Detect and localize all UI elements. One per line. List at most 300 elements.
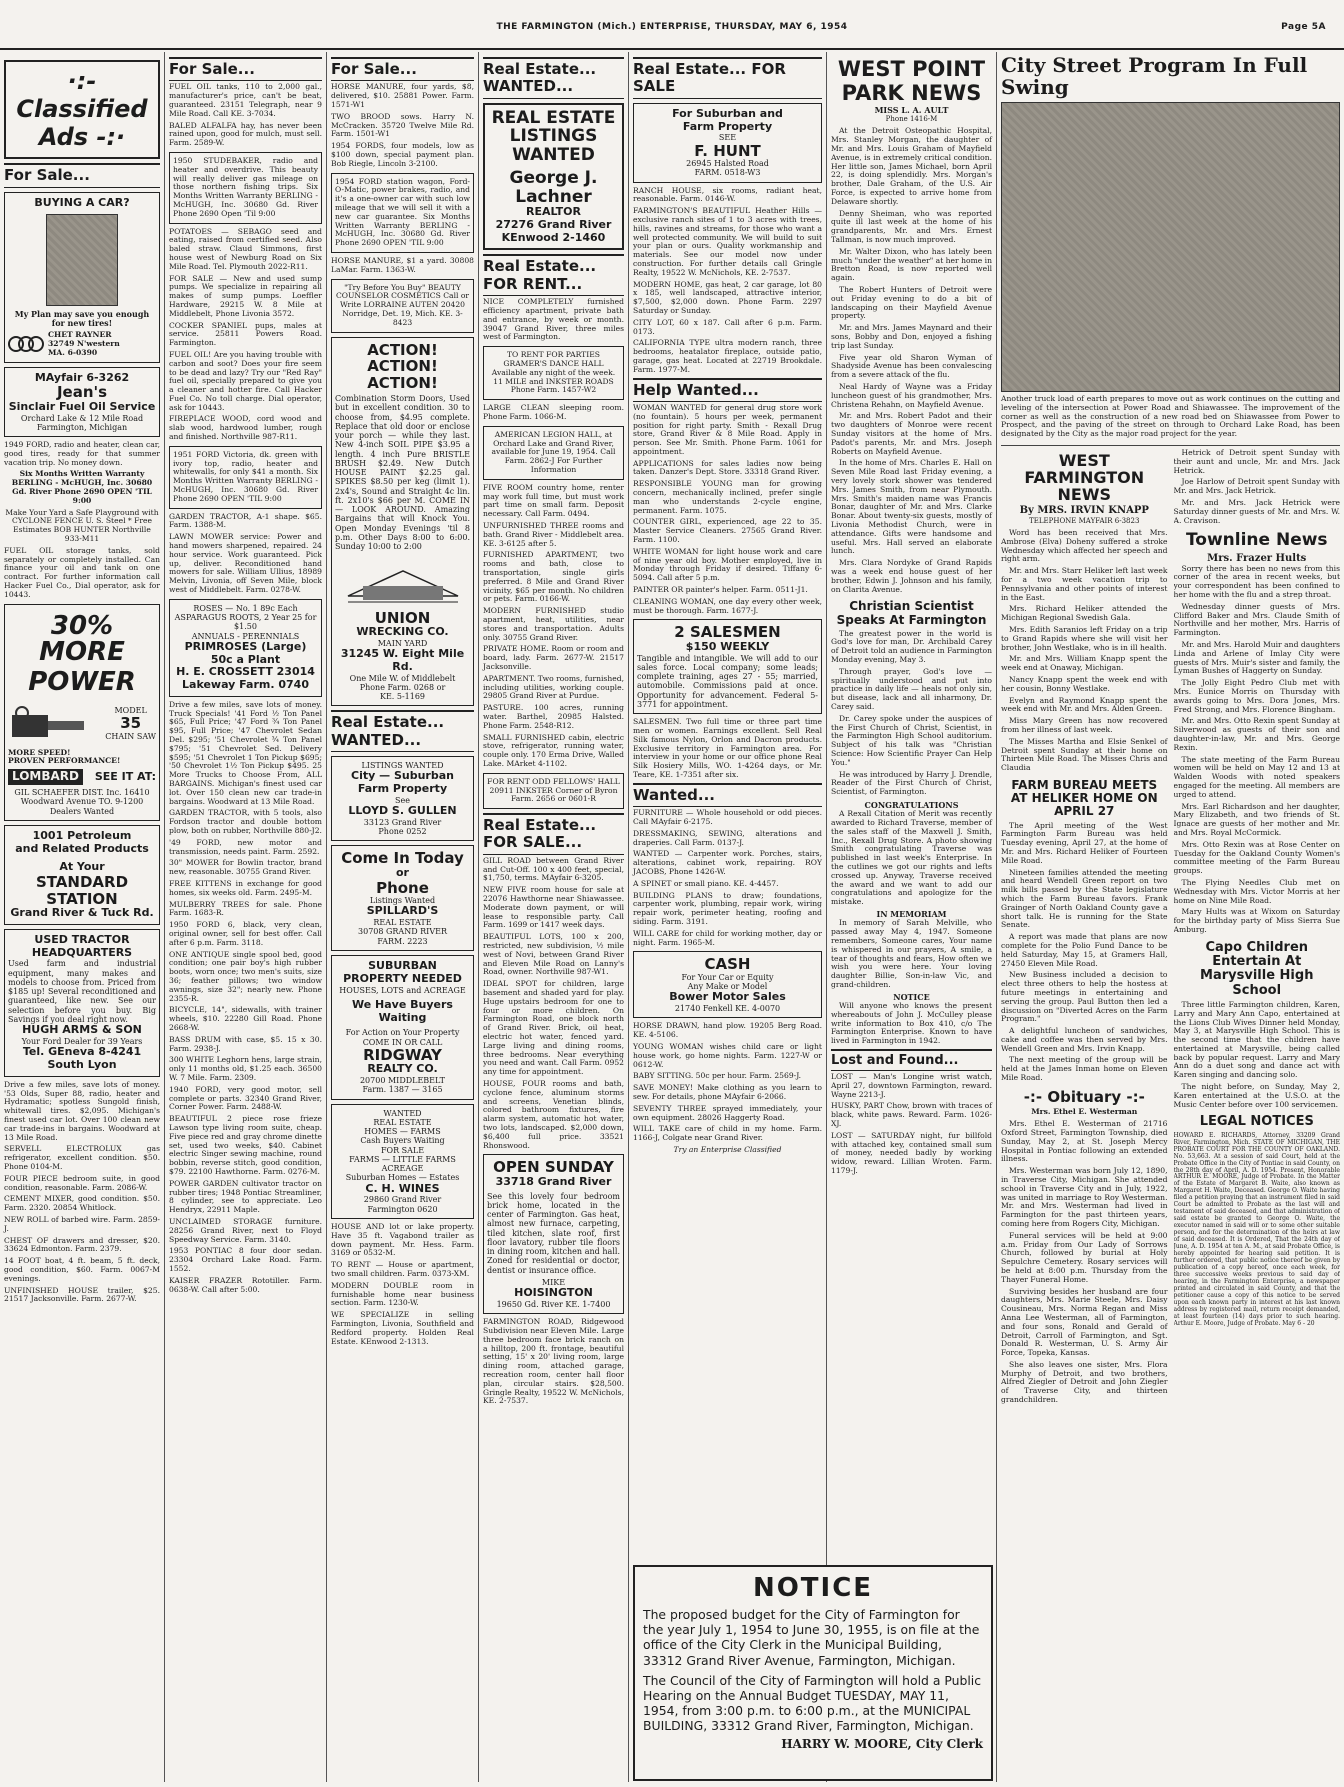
townline-byline: Mrs. Frazer Hults [1207,553,1307,565]
spillard-line-8: FARM. 2223 [377,936,428,946]
page-number: Page 5A [1281,22,1326,32]
classified-ad: LARGE CLEAN sleeping room. Phone Farm. 1066-M. [483,403,624,422]
classified-ad: PASTURE. 100 acres, running water. Barthel, 20985 Halsted. Phone Farm. 2548-R12. [483,703,624,730]
hugh-name: HUGH ARMS & SON [22,1023,142,1037]
story-paragraph: The state meeting of the Farm Bureau women will be held on May 12 and 13 at Walden Woods with noted speakers engaged for the meeting. All members are urged to attend. [1173,754,1340,799]
section-real-estate-sale: Real Estate... FOR SALE... [483,813,624,855]
hunt-line-4: F. HUNT [694,141,761,160]
classified-ad: LAWN MOWER service: Power and hand mowers sharpened, repaired. 24 hour service. Work guaranteed. Pick up, deliver. Reconditioned hand mowers for sale. William Ullius, 18989 Melvin, Livonia, off Seven Mile, block west of Middlebelt. Farm. 0278-W. [169,532,322,595]
union-main-yard: MAIN YARD [377,638,428,648]
open-sunday-address: 33718 Grand River [495,1174,612,1188]
cash-line-5: 21740 Fenkell KE. 4-0070 [674,1004,781,1014]
story-paragraph: Miss Mary Green has now recovered from her illness of last week. [1001,716,1168,735]
cash-line-2: For Your Car or Equity [681,972,774,982]
classified-ad: COUNTER GIRL, experienced, age 22 to 35. Master Service Cleaners. 27565 Grand River. Farm. 1100. [633,517,822,545]
budget-notice-signature: HARRY W. MOORE, City Clerk [781,1737,983,1752]
ad-buying-car-title: BUYING A CAR? [34,195,130,209]
jeans-service: Sinclair Fuel Oil Service [8,399,156,413]
classified-ad: CHEST OF drawers and dresser, $20. 33624 Edmonton. Farm. 2379. [4,1235,160,1254]
story-paragraph: Mrs. Ethel E. Westerman of 21716 Oxford Street, Farmington Township, died Sunday, May 2, at St. Joseph Mercy Hospital in Pontiac following an extended illness. [1001,1119,1168,1164]
congrats-head: CONGRATULATIONS [864,800,959,811]
classified-ad: APPLICATIONS for sales ladies now being taken. Danzer's Dept. Store. 33318 Grand River. [633,458,822,477]
spillard-line-1: Come In Today [341,849,464,868]
classified-ad: MODERN DOUBLE room in furnishable home near business section. Farm. 1230-W. [331,1280,474,1308]
classified-ad: NICE COMPLETELY furnished efficiency apartment, private bath and entrance, by week or month. 39047 Grand River, three miles west of Farmington. [483,297,624,342]
petroleum-line-6: Grand River & Tuck Rd. [10,906,154,920]
model-number: 35 [120,714,142,733]
ridgway-line-4: We Have Buyers [352,997,453,1011]
gullen-line-1: LISTINGS WANTED [361,761,444,771]
schaefer-address: GIL SCHAEFER DIST. Inc. 16410 Woodward Avenue TO. 9-1200 Dealers Wanted [14,788,150,816]
gullen-line-5: LLOYD S. GULLEN [348,804,457,818]
lombard-logo: LOMBARD [8,769,83,785]
classified-ad: CITY LOT, 60 x 187. Call after 6 p.m. Farm. 0173. [633,317,822,336]
wines-line-4: Cash Buyers Waiting [360,1136,445,1146]
classified-ad: PRIVATE HOME. Room or room and board, lady. Farm. 2677-W. 21517 Jacksonville. [483,644,624,671]
gullen-line-3: Farm Property [357,782,448,796]
spillard-line-3: Phone [376,878,429,897]
classified-ad: BABY SITTING. 50c per hour. Farm. 2569-J. [633,1071,802,1081]
ridgway-line-8: RIDGWAY [363,1045,442,1064]
memoriam-body: In memory of Sarah Melville, who passed away May 4, 1947. Someone remembers, Someone cares, Your name is whispered in our prayers, A smile, a tear of thoughts and fears, How often we wish you were here. Your loving daughter Billie, Son-in-law Vic, and grand-children. [831,918,992,989]
ridgway-line-10: 20700 MIDDLEBELT [359,1076,446,1086]
classified-ad: 300 WHITE Leghorn hens, large strain, only 11 months old, $1.25 each. 36500 W. 7 Mile. Farm. 2309. [169,1055,322,1082]
classified-ad: FUEL OIL tanks, 110 to 2,000 gal., manufacturer's price, can't be beat, guaranteed. 23151 Telegraph, near 9 Mile Road. Call KE. 3-7034. [169,82,322,118]
classified-ad: FOR SALE — New and used sump pumps. We specialize in repairing all makes of sump pumps. Loeffler Hardware, 29215 W. 8 Mile at Middlebelt, Phone Livonia 3572. [169,273,322,318]
story-paragraph: The Robert Hunters of Detroit were out Friday evening to do a bit of landscaping on their Mayfield Avenue property. [831,285,992,321]
gullen-line-4: See [395,795,410,805]
congrats-body: A Rexall Citation of Merit was recently awarded to Richard Traverse, member of the sales staff of the Maxwell J. Smith, Inc., Rexall Drug Store. A photo showing Smith congratulating Traverse was published in last week's Enterprise. In the cutlines we got our rights and lefts crossed up. Anyway, Traverse received the award and we want to add our congratulations and apologize for the mistake. [831,809,992,907]
section-lost-found: Lost and Found... [831,1049,992,1071]
petroleum-line-4: STANDARD [35,873,129,892]
story-paragraph: The night before, on Sunday, May 2, Karen entertained at the U.S.O. at the Music Center before over 100 servicemen. [1173,1082,1340,1109]
classified-ad: 1951 FORD Victoria, dk. green with ivory top, radio, heater and whitewalls, for only $41 a month. Six Months Written Warranty BERLING - McHUGH, Inc. 30680 Gd. River Phone 2690 OPEN 'TIL 9:00 [169,446,322,509]
story-paragraph: Funeral services will be held at 9:00 a.m. Friday from Our Lady of Sorrows Church, followed by burial at Holy Sepulchre Cemetery. Rosary services will be held at 8:00 p.m. Thursday from the Thayer Funeral Home. [1001,1230,1168,1284]
story-paragraph: Mrs. Earl Richardson and her daughter, Mary Elizabeth, and two friends of St. Ignace are guests of her mother and Mr. and Mrs. Royal McCormick. [1173,801,1340,837]
tractor-title-2: HEADQUARTERS [31,945,133,959]
street-construction-photo [1001,102,1340,392]
classified-ad: FOR RENT ODD FELLOWS' HALL 20911 INKSTER Corner of Byron Farm. 2656 or 0601-R [483,773,624,809]
salesmen-pay: $150 WEEKLY [685,639,770,653]
ad-union-wrecking [331,337,474,707]
classified-ad: Make Your Yard a Safe Playground with CYCLONE FENCE U. S. Steel * Free Estimates BOB HUNTER Northville 933-M11 [5,507,159,544]
legal-notices-headline: LEGAL NOTICES [1199,1114,1314,1130]
section-real-estate-rent: Real Estate... FOR RENT... [483,254,624,296]
column-news [997,52,1344,1782]
classified-ad: BASS DRUM with case, $5. 15 x 30. Farm. 2938-J. [169,1034,322,1053]
wf-title: WEST FARMINGTON NEWS [1024,450,1145,504]
classified-ad: WILL TAKE care of child in my home. Farm. 1166-J, Colgate near Grand River. [633,1124,822,1143]
chainsaw-label: CHAIN SAW [105,731,156,741]
dealer-address: 32749 N'western [48,338,120,348]
classified-ad: IDEAL SPOT for children, large basement and shaded yard for play. Huge upstairs bedroom for one to four or more children. On Farmington Road, one block north of Grand River. Brick, oil heat, electric hot water, fenced yard. Large living and dining rooms, three bedrooms. Near everything you need and want. Call Farm. 0952 any time for appointment. [483,979,624,1077]
classified-ad: FREE KITTENS in exchange for good homes, six weeks old. Farm. 2495-M. [169,879,322,897]
classified-ad: WILL CARE for child for working mother, day or night. Farm. 1965-M. [633,928,822,947]
wines-line-11: Farmington 0620 [367,1204,438,1214]
classified-ad: WOMAN WANTED for general drug store work (no fountain). 5 hours per week, permanent position for right party. Smith - Rexall Drug store, Grand River & 8 Mile Road. Apply in person. See Mr. Smith. Phone Farm. 1061 for appointment. [633,402,822,456]
classified-ad: AMERICAN LEGION HALL, at Orchard Lake and Grand River, available for June 19, 1954. Call Farm. 2862-J For Further Information [483,426,624,480]
ad-salesmen [633,619,822,714]
dealer-portrait-photo [46,214,118,306]
open-sunday-body: See this lovely four bedroom brick home, located in the center of Farmington. Gas heat, almost new furnace, carpeting, tiled kitchen, slate roof, first floor lavatory, rubber tile floors in dining room, kitchen and hall. Zoned for residential or doctor, dentist or insurance office. [487,1191,620,1275]
story-paragraph: The April meeting of the West Farmington Farm Bureau was held Tuesday evening, April 27, at the home of Mr. and Mrs. Richard Heliker of Fourteen Mile Road. [1001,820,1168,865]
story-paragraph: Mrs. Clara Nordyke of Grand Rapids was a week end house guest of her brother, Edwin J. Johnson and his family, on Clarita Avenue. [831,558,992,594]
street-photo-caption: Another truck load of earth prepares to move out as work continues on the cutting and leveling of the intersection at Power Road and Shiawassee. The improvement of the corner as well as the construction of a new road bed on Shiawassee from Power to Prospect, and the paving of the street on through to Orchard Lake Road, has been designated by the City as the major road project for the year. [1001,394,1340,439]
classified-ad: TWO BROOD sows. Harry N. McCracken. 35720 Twelve Mile Rd. Farm. 1501-W1 [331,111,474,139]
story-paragraph: Mr. and Mrs. James Maynard and their sons, Bobby and Don, enjoyed a fishing trip last Sunday. [831,323,992,350]
point-speed: MORE SPEED! [8,747,71,757]
cash-line-4: Bower Motor Sales [669,990,786,1004]
classified-ad: BALED ALFALFA hay, has never been rained upon, good for mulch, must sell. Farm. 2589-W. [169,120,322,148]
story-paragraph: Mrs. Otto Rexin was at Rose Center on Tuesday for the Oakland County Women's committee meeting of the Farm Bureau groups. [1173,839,1340,876]
story-paragraph: Mr. and Mrs. Jack Hetrick were Saturday dinner guests of Mr. and Mrs. W. A. Cravison. [1173,497,1340,525]
classified-ad: FURNISHED APARTMENT, two rooms and bath, close to transportation, single girls preferred. 8 Mile and Grand River vicinity, $65 per month. No children or pets. Farm. 0166-W. [483,550,624,604]
ad-spillards [331,845,474,951]
lumber-yard-illustration [343,556,463,606]
wines-line-2: REAL ESTATE [373,1117,432,1127]
story-paragraph: Mrs. Westerman was born July 12, 1890, in Traverse City, Michigan. She attended school in Traverse City and in July, 1922, was united in marriage to Roy Westerman. Mr. and Mrs. Westerman had lived in Farmington for the past thirteen years, coming here from Rogers City, Michigan. [1001,1166,1168,1228]
classified-ad: FOUR PIECE bedroom suite, in good condition, reasonable. Farm. 2086-W. [4,1173,160,1192]
petroleum-line-5: STATION [46,889,118,908]
hugh-city: South Lyon [47,1058,117,1072]
ad-open-sunday [483,1154,624,1314]
lachner-line-4: George J. [509,167,598,188]
classified-ad: RESPONSIBLE YOUNG man for growing concern, mechanically inclined, prefer single man who understands 2-cycle engine, permanent. Farm. 1075. [633,479,822,515]
ad-hunt [633,103,822,183]
wpp-byline: MISS L. A. AULT [874,105,949,116]
budget-notice-p1: The proposed budget for the City of Farmington for the year July 1, 1954 to June 30, 1955, is on file at the office of the City Clerk in the Municipal Building, 33312 Grand River Avenue, Farmington, Michigan. [643,1607,980,1668]
cash-title: CASH [704,955,751,974]
union-phone: Phone Farm. 0268 or [359,682,446,692]
dealer-phone: MA. 6-0390 [48,347,98,357]
spillard-line-7: 30708 GRAND RIVER [358,927,447,937]
classified-ad: GARDEN TRACTOR, A-1 shape. $65. Farm. 1388-M. [169,511,322,530]
spillard-line-5: SPILLARD'S [366,904,439,918]
classified-ad: FARMINGTON ROAD, Ridgewood Subdivision near Eleven Mile. Large three bedroom face brick ranch on a hilltop, 200 ft. frontage, beautiful setting, 15' x 20' living room, large dining room, attached garage, recreation room, center hall floor plan, circular stairs. $28,500. Gringle Realty, 19522 W. McNichols, KE. 2-7537. [483,1317,624,1406]
petroleum-line-3: At Your [59,860,105,874]
classified-ad: TO RENT FOR PARTIES GRAMER'S DANCE HALL Available any night of the week. 11 MILE and INKSTER ROADS Phone Farm. 1457-W2 [483,346,624,400]
ridgway-line-1: SUBURBAN [368,959,437,972]
mike-first: MIKE [541,1278,566,1288]
section-for-sale: For Sale... [169,57,322,81]
classified-ad: NEW ROLL of barbed wire. Farm. 2859-J. [4,1214,160,1233]
classified-ad: Six Months Written Warranty BERLING - McHUGH, Inc. 30680 Gd. River Phone 2690 OPEN 'TIL 9:00 [11,469,153,505]
masthead [0,22,1344,42]
classified-ad: 1950 STUDEBAKER, radio and heater and overdrive. This beauty will really deliver gas mileage on those northern fishing trips. Six Months Written Warranty BERLING - McHUGH, Inc. 30680 Gd. River Phone 2690 Open 'Til 9:00 [169,152,322,224]
gullen-line-6: 33123 Grand River [363,817,442,827]
lachner-line-7: 27276 Grand River [495,217,612,231]
story-paragraph: Hetrick of Detroit spent Sunday with their aunt and uncle, Mr. and Mrs. Jack Hetrick. [1173,448,1340,475]
story-paragraph: Surviving besides her husband are four daughters, Mrs. Marie Steele, Mrs. Daisy Cousineau, Mrs. Norma Regan and Miss Anna Lee Westerman, all of Farmington, and four sons, Ronald and Gerald of Detroit, Carroll of Farmington, and Sgt. Donald R. Westerman, U. S. Army Air Force, Topeka, Kansas. [1001,1286,1168,1358]
classified-ad: GARDEN TRACTOR, with 5 tools, also Fordson tractor and double bottom plow, both on rubber, Northville 880-J2. [169,808,322,836]
section-wanted: Wanted... [633,783,822,807]
classified-ad: FIVE ROOM country home, renter may work full time, but must work part time on small farm. Deposit necessary. Call Farm. 0494. [483,482,624,519]
classified-ad: '49 FORD, new motor and transmission, needs paint. Farm. 2592. [169,837,322,856]
annuals-line: ANNUALS - PERENNIALS [191,631,300,641]
section-real-estate-wanted: Real Estate... WANTED... [483,57,624,99]
classified-ad: "Try Before You Buy" BEAUTY COUNSELOR COSMETICS Call or Write LORRAINE AUTEN 20420 Norridge, Det. 19, Mich. KE. 3-8423 [331,279,474,333]
ad-crossett-nursery [169,599,322,697]
classified-ad: CLEANING WOMAN, one day every other week, must be thorough. Farm. 1677-J. [633,596,822,615]
story-paragraph: Three little Farmington children, Karen, Larry and Mary Ann Capo, entertained at the Lions Club Wives Dinner held Monday, May 3, at Marysville High School. This is the second time that the children have entertained at Marysville, being called back by popular request. Larry and Mary Ann do a duet song and dance act with Karen singing and dancing solo. [1173,999,1340,1080]
memoriam-head: IN MEMORIAM [876,909,947,920]
ad-bower-motor [633,951,822,1018]
wf-byline: By MRS. IRVIN KNAPP [1019,505,1149,517]
classified-ad: POTATOES — SEBAGO seed and eating, raised from certified seed. Also baled straw. Claud Simmons, first house west of Newburg Road on Six Mile Road. Tel. Plymouth 2022-R11. [169,226,322,271]
hunt-line-1: For Suburban and [672,106,783,120]
classified-ad: FUEL OIL storage tanks, sold separately or completely installed. Can finance your oil and tank on one contract. For further information call Hacker Fuel Co., Dial operator, ask for 10443. [4,545,160,599]
primroses-line: PRIMROSES (Large) 50c a Plant [184,639,307,666]
classified-ad: HORSE MANURE, $1 a yard. 30808 LaMar. Farm. 1363-W. [331,255,474,274]
union-body: Combination Storm Doors, Used but in excellent condition. 30 to choose from, $4.95 complete. Replace that old door or enclose your porch — while they last. New 4-inch SOIL PIPE $3.95 a length. 4 inch Pure BRISTLE BRUSH $2.49. New Dutch HOUSE PAINT $2.25 gal. SPIKES $8.50 per keg (limit 1). 2x4's, Sound and Straight 4c lin. ft. 2x10's $66 per M. COME IN — LOOK AROUND. Amazing Bargains that will Knock You. Open Monday Evenings 'til 8 p.m. Other Days 8:00 to 6:00. Sunday 10:00 to 2:00 [335,394,470,552]
lachner-line-1: REAL ESTATE [491,107,616,128]
story-paragraph: Mr. and Mrs. Otto Rexin spent Sunday at Silverwood as guests of their son and daughter-in-law, Mr. and Mrs. George Rexin. [1173,716,1340,752]
action-line-3: ACTION! [367,373,438,392]
story-paragraph: The Flying Needles Club met on Wednesday with Mrs. Victor Morris at her home on Nine Mile Road. [1173,877,1340,905]
asparagus-line: ASPARAGUS ROOTS, 2 Year 25 for $1.50 [174,613,317,632]
classified-ad: SAVE MONEY! Make clothing as you learn to sew. For details, phone MAyfair 6-2066. [633,1083,822,1102]
column-classified-2 [165,52,327,1782]
classified-ad: 1953 PONTIAC 8 four door sedan. 23304 Orchard Lake Road. Farm. 1552. [169,1246,322,1273]
classified-ad: LOST — Man's Longine wrist watch, April 27, downtown Farmington, reward. Wayne 2213-J. [831,1072,992,1099]
classified-ad: 1950 FORD 6, black, very clean, original owner, sell for best offer. Call after 6 p.m. Farm. 3118. [169,920,322,947]
story-paragraph: Sorry there has been no news from this corner of the area in recent weeks, but your correspondent has been confined to her home with the flu and a strep throat. [1173,563,1340,600]
classified-ad: HOUSE, FOUR rooms and bath, cyclone fence, aluminum storms and screens, Venetian blinds, colored bathroom fixtures, fire alarm system, automatic hot water, two lots, landscaped. $2,000 down, $6,400 full price. 33521 Rhonswood. [483,1079,624,1150]
chainsaw-icon [8,699,88,749]
wf-phone: TELEPHONE MAYFAIR 6-3823 [1029,516,1140,525]
wpp-title-2: PARK NEWS [841,81,982,106]
west-farmington-column [1001,449,1168,1408]
budget-notice [633,1565,993,1781]
masthead-title: THE FARMINGTON (Mich.) ENTERPRISE, THURSDAY, MAY 6, 1954 [496,22,848,32]
story-paragraph: Mr. and Mrs. Harold Muir and daughters Linda and Arlene of Imlay City were guests of Mrs. Muir's sister and family, the Lyman Bushes of Haggerty on Sunday. [1173,640,1340,676]
classified-ad: HUSKY, PART Chow, brown with traces of black, white paws. Reward. Farm. 1026-XJ. [831,1101,993,1129]
classified-ad: HOUSE AND lot or lake property. Have 35 ft. Vagabond trailer as down payment. Mr. Hess. Farm. 3169 or 0532-M. [331,1221,474,1258]
classified-ad: COCKER SPANIEL pups, males at service. 25811 Powers Road. Farmington. [169,320,322,348]
classified-ad: MODERN HOME, gas heat, 2 car garage, lot 80 x 185, well landscaped, attractive interior, $7,500, $2,000 down. Phone Farm. 2297 Saturday or Sunday. [633,279,822,315]
classified-ad: BEAUTIFUL 2 piece rose frieze Lawson type living room suite, cheap. Five piece red and gray chrome dinette set, used two weeks, $40. Cabinet electric Singer sewing machine, round bobbin, reverse stitch, good condition, $79. 22100 Hawthorne. Farm. 0276-M. [169,1114,322,1176]
classified-ad: ONE ANTIQUE single spool bed, good condition; one pair boy's high rubber boots, worn once; two men's suits, size 36; feather pillows; two window awnings, size 32"; nearly new. Phone 2355-R. [169,949,322,1003]
ridgway-line-6: For Action on Your Property [345,1028,460,1038]
classified-ad: TO RENT — House or apartment, two small children. Farm. 0373-XM. [331,1260,474,1278]
power-headline: 30% MORE [39,610,125,667]
lachner-line-6: REALTOR [525,205,581,219]
wines-line-1: WANTED [383,1108,422,1118]
wines-line-10: 29860 Grand River [363,1195,442,1205]
street-program-headline: City Street Program In Full Swing [1001,53,1308,99]
gullen-line-7: Phone 0252 [378,827,427,837]
wines-line-7: ACREAGE [381,1164,424,1174]
column-west-point-park [827,52,997,1782]
story-paragraph: Neal Hardy of Wayne was a Friday luncheon guest of his grandmother, Mrs. Christena Rehahn, on Mayfield Avenue. [831,381,992,409]
classified-ad: 30" MOWER for Bowlin tractor, brand new, reasonable. 30755 Grand River. [169,858,322,877]
section-for-sale: For Sale... [331,57,474,81]
classified-ad: Drive a few miles, save lots of money. '53 Olds, Super 88, radio, heater and Hydramatic; spotless Sungold finish, whitewall tires. $2,095. Michigan's finest used car lot. Over 100 clean new car trade-ins in bargains. Woodward at 13 Mile Road. [4,1079,160,1142]
story-paragraph: Through prayer, God's love — spiritually understood and put into practice in daily life — heals not only sin, but disease, lack and all inharmony, Dr. Carey said. [831,666,992,712]
capo-headline: Capo Children Entertain At Marysville High School [1200,939,1314,998]
townline-headline: Townline News [1185,530,1328,551]
classified-ad: LOST — SATURDAY night, fur billfold with attached key, contained small sum of money, needed badly by working widow, reward. Lillian Wroten. Farm. 1179-J. [831,1130,992,1175]
wines-line-9: C. H. WINES [365,1181,440,1195]
classified-ad: YOUNG WOMAN wishes child care or light house work, go home nights. Farm. 1227-W or 0612-W. [633,1042,822,1069]
spillard-line-2: or [396,865,409,879]
spillard-line-6: REAL ESTATE [373,918,432,928]
lachner-line-2: LISTINGS [509,126,598,147]
see-it-at: SEE IT AT: [94,769,156,783]
union-phone-2: KE. 5-1169 [379,692,426,702]
column-classified-5 [629,52,827,1782]
classified-ad: Drive a few miles, save lots of money. Truck Specials! '41 Ford ½ Ton Panel $65, Full Price; '47 Ford ¾ Ton Panel $95, Full Price; '47 Chevrolet Sedan Del. $295; '51 Chevrolet ¾ Ton Panel $795; '51 Chevrolet Sed. Delivery $595; '51 Chevrolet 1 Ton Pickup $695; '50 Chevrolet 1½ Ton Pickup $495. 25 More Trucks to Choose From, ALL BARGAINS. Michigan's finest used car lot. Over 150 clean new car trade-in bargains. Woodward at 13 Mile Road. [169,699,322,806]
union-company: WRECKING CO. [356,625,449,639]
legal-notice-body: HOWARD E. RICHARDS, Attorney, 33209 Grand River, Farmington, Mich. STATE OF MICHIGAN, THE PROBATE COURT FOR THE COUNTY OF OAKLAND. No. 53,663. At a session of said Court, held at the Probate Office in the City of Pontiac in said County, on the 28th day of April, A. D. 1954. Present, Honorable ARTHUR E. MOORE, Judge of Probate. In the Matter of the Estate of Margaret B. Waite, also known as Margaret H. Waite, Deceased. George O. Waite having filed a petition praying that an instrument filed in said Court be admitted to Probate as the last will and testament of said deceased, and that administration of said estate be granted to George O. Waite, the executor named in said will or to some other suitable person, and for the determination of the heirs at law of said deceased. It is Ordered, That the 24th day of June, A. D. 1954 at ten A. M., at said Probate Office, is hereby appointed for hearing said petition. It is further ordered, that public notice thereof be given by publication of a copy hereof, once each week, for three successive weeks previous to said day of hearing, in the Farmington Enterprise, a newspaper printed and circulated in said County, and that the petitioner cause a copy of this notice to be served upon each known party in interest at his last known address by registered mail, return receipt demanded, at least fourteen (14) days prior to such hearing. Arthur E. Moore, Judge of Probate. May 6 - 20 [1173,1131,1340,1327]
jeans-address: Orchard Lake & 12 Mile Road [20,413,144,423]
salesmen-title: 2 SALESMEN [674,623,781,642]
classified-ad: FIREPLACE WOOD, cord wood and slab wood, hardwood lumber, rough and finished. Northville 987-R11. [169,414,322,442]
hunt-line-3: SEE [718,133,737,143]
story-paragraph: Mr. and Mrs. William Knapp spent the week end at Onaway, Michigan. [1001,654,1168,673]
model-label: MODEL [114,706,147,716]
ridgway-line-5: Waiting [378,1010,427,1024]
hunt-line-2: Farm Property [682,119,773,133]
story-paragraph: New Business included a decision to elect three others to help the hostess at future meetings in entertaining and serving the group. Paul Button then led a discussion on "Diverted Acres on the Farm Program." [1001,970,1168,1024]
classified-ad: WE SPECIALIZE in selling Farmington, Livonia, Southfield and Redford property. Holden Real Estate. KEnwood 2-1313. [331,1310,474,1346]
classified-ad: MODERN FURNISHED studio apartment, heat, utilities, near stores and transportation. Adults only. 30755 Grand River. [483,606,624,642]
classified-ad: APARTMENT. Two rooms, furnished, including utilities, working couple. 29805 Grand River at Purdue. [483,673,624,701]
classified-ad: DRESSMAKING, SEWING, alterations and draperies. Call Farm. 0137-J. [633,828,822,847]
union-location: One Mile W. of Middlebelt [349,673,456,683]
budget-notice-title: NOTICE [752,1573,874,1603]
section-real-estate-wanted: Real Estate... WANTED... [331,710,474,752]
classified-ad: FARMINGTON'S BEAUTIFUL Heather Hills — exclusive ranch sites of 1 to 3 acres with trees, hills, ravines and streams, for those who want a well protected community. We will build to suit your plan or ours. Quality workmanship and materials. See our model now under construction. For further details call Gringle Realty, 19522 W. McNichols, KE. 2-7537. [633,206,822,277]
ad-lombard-chainsaw [4,604,160,821]
classified-ad: BEAUTIFUL LOTS, 100 x 200, restricted, new subdivision, ½ mile west of Novi, between Grand River and Eleven Mile Road on Lanny's Road, owner. Northville 987-W1. [483,932,624,977]
townline-column [1174,449,1341,1408]
classified-ad: 1949 FORD, radio and heater, clean car, good tires, ready for that summer vacation trip. No money down. [4,440,160,467]
story-paragraph: At the Detroit Osteopathic Hospital, Mrs. Stanley Morgan, the daughter of Mr. and Mrs. Louis Graham of Mayfield Avenue, is in extremely critical condition. Her little son, James Michael, born April 22, is doing splendidly. Mrs. Morgan's brother, Dale Graham, of the U.S. Air Force, is expected to arrive home from Delaware shortly. [831,126,992,206]
hunt-line-6: FARM. 0518-W3 [694,168,761,178]
story-paragraph: Denny Sheiman, who was reported quite ill last week at the home of his grandparents, Mr. and Mrs. Ernest Tallman, is now much improved. [831,208,992,245]
story-paragraph: Mrs. Edith Saranios left Friday on a trip to Grand Rapids where she will visit her brother, John Westlake, who is in ill health. [1001,625,1168,652]
ad-buying-car [4,192,160,363]
ridgway-line-11: Farm. 1387 — 3165 [362,1085,443,1095]
wpp-phone: Phone 1416-M [885,115,938,124]
column-real-estate [479,52,629,1782]
section-help-wanted: Help Wanted... [633,378,822,402]
classified-ad: Try an Enterprise Classified [673,1145,782,1155]
classified-ad: NEW FIVE room house for sale at 22076 Hawthorne near Shiawassee. Moderate down payment, or will lease to responsible party. Call Farm. 1699 or 1417 week days. [483,885,624,930]
tractor-title-1: USED TRACTOR [34,932,130,946]
ad-wines [331,1104,474,1219]
hugh-tagline: Your Ford Dealer for 39 Years [21,1037,143,1047]
point-performance: PROVEN PERFORMANCE! [8,756,121,766]
classified-ad: 1954 FORD station wagon, Ford-O-Matic, power brakes, radio, and it's a one-owner car with such low mileage that we will sell it with a new car guarantee. Six Months Written Warranty BERLING - McHUGH, Inc. 30680 Gd. River Phone 2690 OPEN 'TIL 9:00 [331,173,474,253]
wines-line-3: HOMES — FARMS [364,1127,441,1137]
section-real-estate-sale: Real Estate... FOR SALE [633,57,822,99]
jeans-title: Jean's [56,383,108,402]
story-paragraph: The Misses Martha and Elsie Senkel of Detroit spent Sunday at their home on Thirteen Mile Road. The Misses Chris and Claudia [1001,736,1168,773]
wines-line-6: FARMS — LITTLE FARMS [349,1154,456,1164]
classified-ad: SMALL FURNISHED cabin, electric stove, refrigerator, running water, couple only. 170 Erma Drive, Walled Lake. MArket 4-1102. [483,732,624,768]
ridgway-line-2: PROPERTY NEEDED [343,971,462,985]
tire-rings-icon [8,333,44,355]
budget-notice-p2: The Council of the City of Farmington will hold a Public Hearing on the Annual Budget TUESDAY, MAY 11, 1954, from 3:00 p.m. to 6:00 p.m., at the MUNICIPAL BUILDING, 33312 Grand River, Farmington, Michigan. [643,1672,982,1734]
lachner-line-5: Lachner [515,186,592,207]
classified-ad: PAINTER OR painter's helper. Farm. 0511-J1. [633,585,808,595]
wines-line-5: FOR SALE [380,1145,425,1155]
story-paragraph: Dr. Carey spoke under the auspices of the First Church of Christ, Scientist, in the Farmington High School auditorium. Subject of his talk was "Christian Science: How Scientific Prayer Can Help You." [831,713,992,767]
classified-ad: 1954 FORDS, four models, low as $100 down, special payment plan. Bob Riegle, Lincoln 3-2100. [331,141,474,168]
union-name: UNION [374,608,431,627]
classified-ad: FURNITURE — Whole household or odd pieces. Call MAyfair 6-2175. [633,808,822,827]
classified-ad: SEVENTY THREE sprayed immediately, your own equipment. 28026 Haggerty Road. [633,1103,822,1122]
story-paragraph: Mary Hults was at Wixom on Saturday for the birthday party of Miss Sierra Sue Amburg. [1173,907,1340,934]
section-for-sale: For Sale... [4,163,160,187]
ad-used-tractor [4,929,160,1077]
classified-ad: HORSE MANURE, four yards, $8, delivered, $10. 25881 Power. Farm. 1571-W1 [331,82,474,109]
classified-ad: 1940 FORD, very good motor, sell complete or parts. 32340 Grand River, Corner Power. Farm. 2488-W. [169,1084,322,1112]
story-paragraph: Wednesday dinner guests of Mrs. Clifford Baker and Mrs. Claude Smith of Northville and her mother, Mrs. Harris of Farmington. [1173,601,1340,638]
jeans-city: Farmington, Michigan [36,422,128,432]
action-line-2: ACTION! [367,357,438,376]
story-paragraph: She also leaves one sister, Mrs. Flora Murphy of Detroit, and two brothers, Alfred Ziegler of Detroit and John Ziegler of Traverse City, and thirteen grandchildren. [1001,1359,1168,1405]
roses-line: ROSES — No. 1 89c Each [193,603,298,613]
story-paragraph: Mr. and Mrs. Starr Heliker left last week for a two week vacation trip to Pennsylvania and other points of interest in the East. [1001,566,1168,602]
power-word: POWER [28,666,136,697]
story-paragraph: Joe Harlow of Detroit spent Sunday with Mr. and Mrs. Jack Hetrick. [1173,477,1340,496]
classified-ad: WANTED — Carpenter work. Porches, stairs, alterations, cabinet work, repairing. ROY JACOBS, Phone 1426-W. [633,849,822,877]
story-paragraph: Mr. Walter Dixon, who has lately been much "under the weather" at her home in Bretton Road, is now reported well again. [831,246,992,283]
notice-small-body: Will anyone who knows the present whereabouts of John J. McCulley please write information to Box 410, c/o The Farmington Enterprise. Known to have lived in Farmington in 1942. [831,1000,992,1046]
mayfair-phone: MAyfair 6-3262 [34,370,130,384]
classified-ad: UNFURNISHED THREE rooms and bath. Grand River - Middlebelt area. KE. 3-6125 after 5. [483,520,624,548]
story-paragraph: Mr. and Mrs. Robert Padot and their two daughters of Monroe were recent Sunday visitors at the home of Mrs. Padot's parents, Mr. and Mrs. Joseph Roberts on Mayfield Avenue. [831,411,992,456]
classified-ad: A SPINET or small piano. KE. 4-4457. [633,878,779,888]
spillard-line-4: Listings Wanted [369,896,436,906]
classified-ad: FUEL OIL! Are you having trouble with carbon and soot? Does your fire seem to be dead and lazy? Try our "Red Ray" fuel oil, specially prepared to give you a cleaner and hotter fire. Call Hacker Fuel Co. No toll charge. Dial operator, ask for 10443. [169,349,322,412]
classified-ad: CEMENT MIXER, good condition. $50. Farm. 2320. 20854 Whitlock. [4,1194,160,1213]
hunt-line-5: 26945 Halsted Road [686,159,769,169]
column-classified-3 [327,52,479,1782]
story-paragraph: Mrs. Richard Heliker attended the Michigan Regional Swedish Gala. [1001,604,1168,623]
classified-ad: BUILDING PLANS to draw; foundations, carpenter work, plumbing, repair work, wiring repair work, perimeter heating, roofing and siding. Farm. 3191. [633,890,822,927]
farm-bureau-headline: FARM BUREAU MEETS AT HELIKER HOME ON APRIL 27 [1010,778,1158,819]
lachner-line-3: WANTED [512,145,595,166]
classified-ad: MULBERRY TREES for sale. Phone Farm. 1683-R. [169,899,322,918]
open-sunday-title: OPEN SUNDAY [493,1158,614,1177]
ad-gullen [331,756,474,841]
lachner-line-8: KEnwood 2-1460 [501,230,606,244]
story-paragraph: A delightful luncheon of sandwiches, cake and coffee was then served by Mrs. Wendell Green and Mrs. Irvin Knapp. [1001,1026,1168,1053]
story-paragraph: Nancy Knapp spent the week end with her cousin, Bonny Westlake. [1001,675,1168,693]
wines-line-8: Suburban Homes — Estates [345,1173,460,1183]
top-rule [0,48,1344,50]
story-paragraph: Evelyn and Raymond Knapp spent the week end with Mr. and Mrs. Alden Green. [1001,695,1168,714]
mike-address: 19650 Gd. River KE. 1-7400 [496,1300,611,1310]
story-paragraph: Five year old Sharon Wyman of Shadyside Avenue has been convalescing from a severe attack of the flu. [831,352,992,380]
classified-ad: CALIFORNIA TYPE ultra modern ranch, three bedrooms, heatalator fireplace, outside patio, garage, gas heat. Located at 22719 Brookdale. Farm. 1977-M. [633,338,822,374]
union-address: 31245 W. Eight Mile Rd. [340,647,465,673]
action-line-1: ACTION! [367,340,438,359]
ad-plan-text: My Plan may save you enough for new tires! [14,308,150,328]
classified-ad: UNFINISHED HOUSE trailer, $25. 21517 Jacksonville. Farm. 2677-W. [4,1285,160,1304]
classified-ad: GILL ROAD between Grand River and Cut-Off. 100 x 400 feet, special, $1,750, terms. MAyfair 6-3205. [483,855,624,883]
story-paragraph: A report was made that plans are now complete for the Polio Fund Dance to be held Saturday, May 15, at Gramers Hall, 27450 Eleven Mile Road. [1001,932,1168,968]
mike-last: HOISINGTON [514,1286,593,1300]
story-paragraph: The Jolly Eight Pedro Club met with Mrs. Eunice Morris on Thursday with awards going to Mrs. Dora Jones, Mrs. Fred Strong, and Mrs. Florence Bingham. [1173,678,1340,714]
ad-lachner [483,103,624,251]
tractor-body: Used farm and industrial equipment, many makes and models to choose from. Priced from $185 up! Several reconditioned and guaranteed, like new. See our selection before you buy. Big Savings if you deal right now. [8,959,156,1025]
crossett-line: H. E. CROSSETT 23014 Lakeway Farm. 0740 [176,665,315,692]
